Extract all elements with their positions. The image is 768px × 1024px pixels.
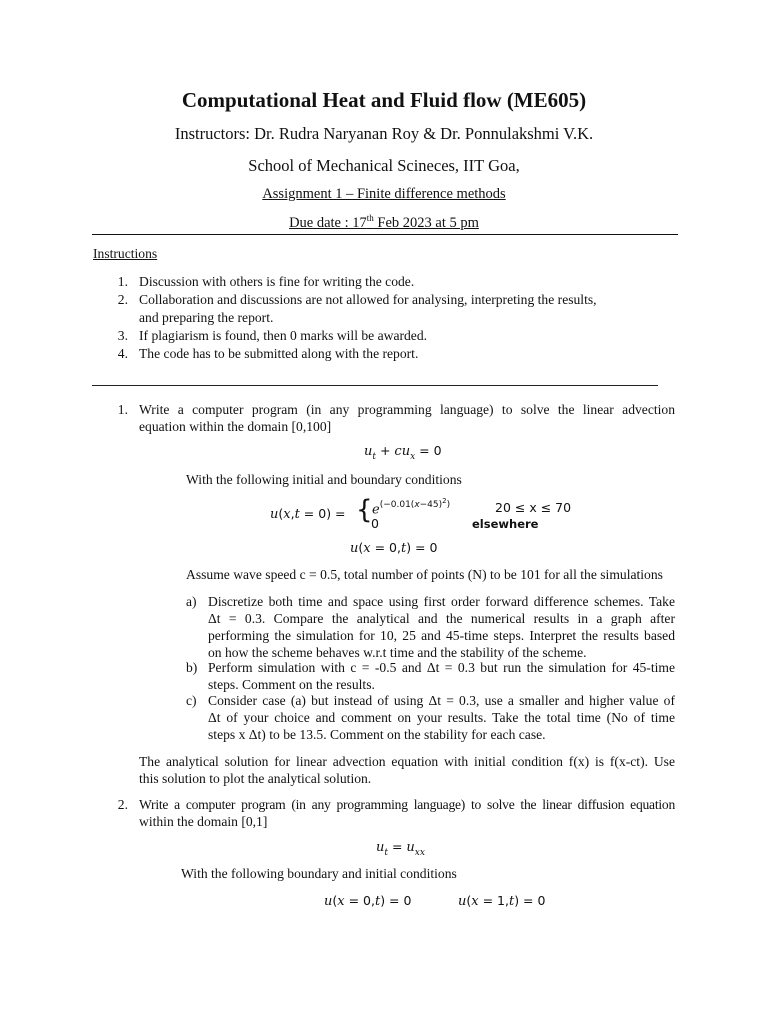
instruction-item: Discussion with others is fine for writing the code. (139, 274, 415, 289)
boundary-condition-right: u(x = 1,t) = 0 (458, 893, 546, 909)
advection-equation: $u_t + cu_x = 0$ (364, 443, 442, 463)
instruction-item: The code has to be submitted along with the report. (139, 346, 419, 361)
question-intro: equation within the domain [0,100] (139, 419, 332, 434)
header-divider (92, 234, 678, 235)
instruction-item: and preparing the report. (139, 310, 274, 325)
part-label: a) (186, 594, 197, 609)
instruction-number: 1. (117, 274, 128, 289)
part-text: Discretize both time and space using first order forward difference schemes. Take (208, 594, 675, 609)
instructors-line: Instructors: Dr. Rudra Naryanan Roy & Dr. Ponnulakshmi V.K. (174, 124, 594, 143)
question-intro: Write a computer program (in any programming language) to solve the linear diffusion equation (139, 797, 675, 812)
part-text: Δt = 0.3. Compare the analytical and the numerical results in a graph after (208, 611, 675, 626)
analytical-note: this solution to plot the analytical solution. (139, 771, 372, 786)
boundary-condition-left: u(x = 0,t) = 0 (324, 893, 412, 909)
instructions-heading: Instructions (93, 246, 158, 261)
diffusion-equation: $u_t = u_{xx}$ (376, 839, 425, 859)
due-date: Due date : 17th Feb 2023 at 5 pm (289, 213, 479, 231)
part-text: steps x Δt) to be 13.5. Comment on the stability for each case. (208, 727, 546, 742)
part-text: on how the scheme behaves w.r.t time and the stability of the scheme. (208, 645, 587, 660)
elsewhere-label: elsewhere (472, 517, 539, 531)
question-intro: Write a computer program (in any programming language) to solve the linear advection (139, 402, 675, 417)
instruction-number: 4. (117, 346, 128, 361)
initial-condition-lhs: u(x,t = 0) = (270, 506, 346, 522)
initial-condition-case1: $e^{(-0.01(x-45)^2)}$ (372, 497, 451, 518)
part-text: Perform simulation with c = -0.5 and Δt = 0.3 but run the simulation for 45-time (208, 660, 675, 675)
instruction-number: 2. (117, 292, 128, 307)
question-intro: within the domain [0,1] (139, 814, 268, 829)
part-text: Δt of your choice and comment on your results. Take the total time (No of time (208, 710, 675, 725)
part-text: Consider case (a) but instead of using Δt = 0.3, use a smaller and higher value of (208, 693, 675, 708)
question-number: 1. (117, 402, 128, 417)
instruction-item: If plagiarism is found, then 0 marks will be awarded. (139, 328, 428, 343)
section-divider (92, 385, 658, 386)
conditions-label: With the following boundary and initial conditions (181, 866, 457, 881)
piecewise-brace: { (356, 495, 373, 525)
question-number: 2. (117, 797, 128, 812)
initial-condition-range: 20 ≤ x ≤ 70 (495, 500, 572, 515)
initial-condition-case2: 0 (371, 516, 379, 531)
part-label: c) (186, 693, 197, 708)
instruction-number: 3. (117, 328, 128, 343)
part-text: performing the simulation for 10, 25 and 45-time steps. Interpret the results based (208, 628, 675, 643)
analytical-note: The analytical solution for linear advection equation with initial condition f(x) is f(x-ct). Use (139, 754, 675, 769)
school-line: School of Mechanical Scineces, IIT Goa, (248, 156, 520, 175)
part-text: steps. Comment on the results. (208, 677, 375, 692)
assignment-title: Assignment 1 – Finite difference methods (262, 186, 506, 202)
document-title: Computational Heat and Fluid flow (ME605) (181, 88, 587, 112)
conditions-label: With the following initial and boundary conditions (186, 472, 462, 487)
part-label: b) (186, 660, 198, 675)
instruction-item: Collaboration and discussions are not allowed for analysing, interpreting the results, (139, 292, 597, 307)
boundary-condition: u(x = 0,t) = 0 (350, 540, 438, 556)
assumption-text: Assume wave speed c = 0.5, total number of points (N) to be 101 for all the simulations (186, 567, 663, 582)
